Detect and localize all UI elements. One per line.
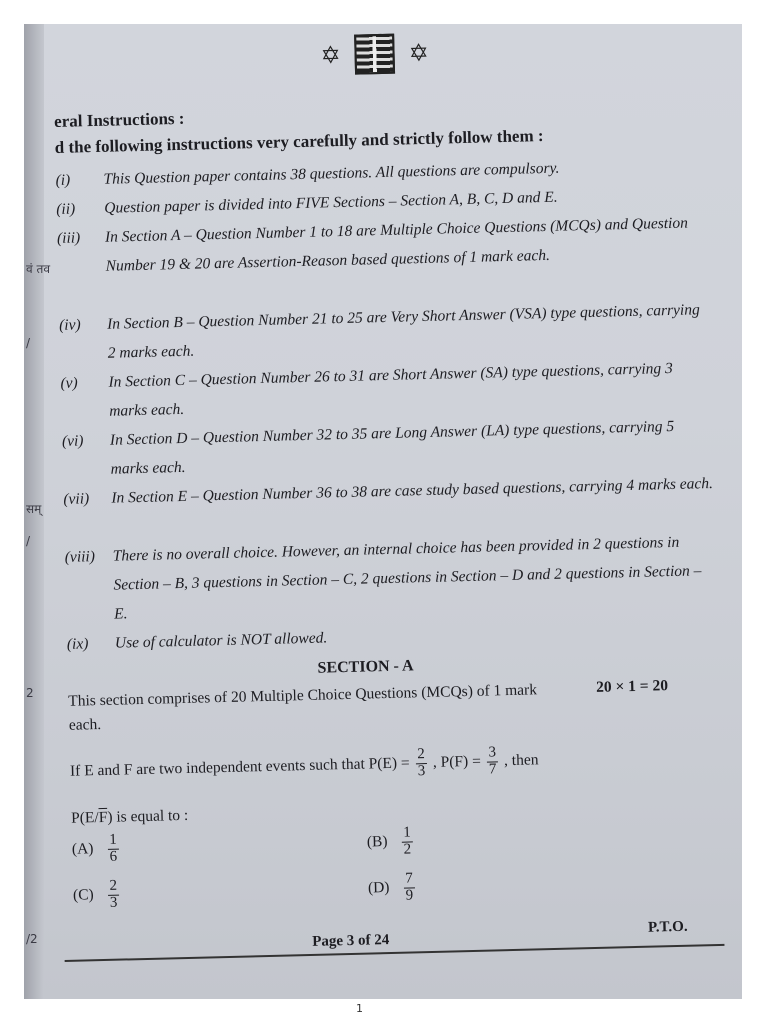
fraction-pe: $\frac{2}{3}$ bbox=[417, 746, 426, 780]
margin-fragment: वं तव bbox=[26, 262, 50, 276]
section-description: This section comprises of 20 Multiple Choice Questions (MCQs) of 1 mark each. bbox=[68, 681, 538, 734]
margin-fragment: सम् bbox=[26, 502, 42, 516]
margin-fragment: / bbox=[26, 534, 31, 548]
option-fraction: $\frac{7}{9}$ bbox=[405, 870, 414, 904]
instruction-number: (iii) bbox=[56, 229, 81, 247]
star-icon: ✡ bbox=[320, 40, 342, 70]
star-icon: ✡ bbox=[408, 38, 430, 68]
option-fraction: $\frac{2}{3}$ bbox=[109, 877, 118, 911]
margin-fragment: /2 bbox=[26, 932, 38, 946]
complement-f: $\overline{F}$ bbox=[98, 808, 108, 827]
instruction-text: This Question paper contains 38 questions. All questions are compulsory. bbox=[103, 159, 560, 188]
margin-fragment: / bbox=[26, 336, 31, 350]
section-marks: 20 × 1 = 20 bbox=[595, 677, 669, 696]
stem-suffix: , then bbox=[503, 751, 539, 770]
page-content bbox=[52, 24, 714, 950]
qr-code-icon bbox=[354, 34, 395, 75]
instruction-text: Use of calculator is NOT allowed. bbox=[114, 629, 328, 652]
instruction-text: In Section D – Question Number 32 to 35 are Long Answer (LA) type questions, carrying 5 marks each. bbox=[109, 417, 675, 478]
option-a: (A) $\frac{1}{6}$ bbox=[72, 833, 122, 867]
header-marks bbox=[320, 33, 429, 76]
instruction-number: (viii) bbox=[64, 548, 96, 566]
general-instructions-lead: d the following instructions very carefully and strictly follow them : bbox=[54, 126, 544, 157]
instruction-text: In Section E – Question Number 36 to 38 are case study based questions, carrying 4 marks each. bbox=[111, 474, 714, 507]
instruction-item bbox=[64, 527, 716, 630]
instruction-number: (vii) bbox=[63, 490, 90, 508]
general-instructions-title: eral Instructions : bbox=[53, 108, 185, 131]
instruction-number: (iv) bbox=[58, 316, 81, 334]
option-b: (B) $\frac{1}{2}$ bbox=[366, 825, 415, 859]
section-heading: SECTION - A bbox=[317, 657, 414, 677]
stem-prefix: If E and F are two independent events such that P(E) = bbox=[69, 754, 410, 780]
option-fraction: $\frac{1}{2}$ bbox=[403, 824, 412, 858]
instruction-text: Question paper is divided into FIVE Sections – Section A, B, C, D and E. bbox=[104, 188, 558, 217]
instruction-text: In Section A – Question Number 1 to 18 are Multiple Choice Questions (MCQs) and Question Number 19 & 20 are Assertion-Reason based questions of 1 mark each. bbox=[104, 214, 689, 275]
pto-label: P.T.O. bbox=[647, 918, 688, 936]
option-c: (C) $\frac{2}{3}$ bbox=[73, 879, 122, 913]
instruction-number: (i) bbox=[55, 171, 71, 189]
margin-fragment: 2 bbox=[26, 686, 34, 700]
page-number: Page 3 of 24 bbox=[312, 932, 390, 950]
instruction-text: In Section C – Question Number 26 to 31 are Short Answer (SA) type questions, carrying 3 marks each. bbox=[108, 359, 673, 420]
pf-label: , P(F) = bbox=[432, 752, 482, 771]
instruction-text: In Section B – Question Number 21 to 25 are Very Short Answer (VSA) type questions, carrying 2 marks each. bbox=[106, 301, 700, 362]
photographed-page bbox=[24, 24, 742, 999]
option-fraction: $\frac{1}{6}$ bbox=[109, 831, 118, 865]
instruction-text: There is no overall choice. However, an internal choice has been provided in 2 questions in Section – B, 3 questions in Section – C, 2 questions in Section – D and 2 questions in Section – E. bbox=[112, 533, 702, 623]
footer-rule bbox=[65, 944, 725, 962]
instruction-number: (vi) bbox=[61, 432, 84, 450]
instruction-number: (ii) bbox=[56, 200, 76, 218]
instruction-number: (ix) bbox=[66, 635, 89, 653]
bottom-mark: 1 bbox=[356, 1002, 363, 1015]
instruction-number: (v) bbox=[60, 374, 78, 392]
question-stem bbox=[70, 742, 539, 789]
option-d: (D) $\frac{7}{9}$ bbox=[368, 871, 418, 905]
fraction-pf: $\frac{3}{7}$ bbox=[488, 744, 497, 778]
question-subtext: $P(E/\overline{F})$ is equal to : bbox=[70, 806, 189, 827]
